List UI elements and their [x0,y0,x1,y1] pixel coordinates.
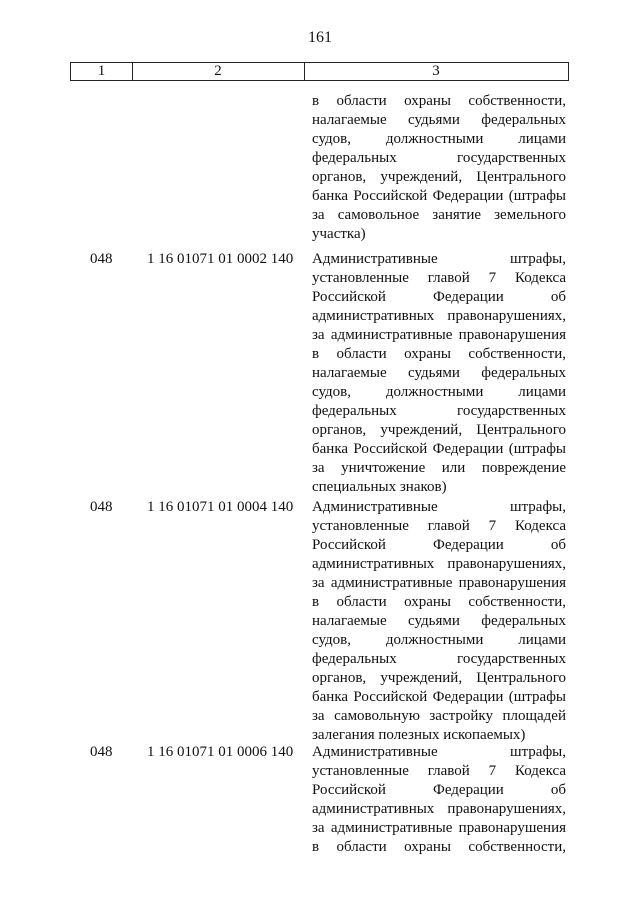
page-number: 161 [308,29,332,46]
description-line: за самовольное занятие земельного [312,207,566,223]
description-line: в области охраны собственности, [312,93,566,109]
description-line: за самовольную застройку площадей [312,708,566,724]
admin-code: 048 [90,251,113,267]
description-line: в области охраны собственности, [312,594,566,610]
description-line: залегания полезных ископаемых) [312,727,526,743]
description-line: федеральных государственных [312,150,566,166]
description-line: федеральных государственных [312,651,566,667]
kbk-code: 1 16 01071 01 0006 140 [147,744,294,760]
entry-description [312,92,566,244]
description-line: банка Российской Федерации (штрафы [312,188,566,204]
description-line: за административные правонарушения [312,327,566,343]
description-line: административных правонарушениях, [312,556,566,572]
description-line: судов, должностными лицами [312,131,566,147]
table-header [70,62,569,81]
description-line: в области охраны собственности, [312,346,566,362]
header-column-1: 1 [71,63,133,80]
entry-description [312,498,566,745]
entry-description [312,743,566,857]
description-line: административных правонарушениях, [312,308,566,324]
admin-code: 048 [90,744,113,760]
kbk-code: 1 16 01071 01 0004 140 [147,499,294,515]
description-line: установленные главой 7 Кодекса [312,270,566,286]
description-line: за уничтожение или повреждение [312,460,566,476]
description-line: административных правонарушениях, [312,801,566,817]
admin-code: 048 [90,499,113,515]
description-line: органов, учреждений, Центрального [312,422,566,438]
description-line: за административные правонарушения [312,575,566,591]
description-line: налагаемые судьями федеральных [312,613,566,629]
description-line: участка) [312,226,366,242]
description-line: в области охраны собственности, [312,839,566,855]
description-line: установленные главой 7 Кодекса [312,763,566,779]
description-line: судов, должностными лицами [312,384,566,400]
description-line: судов, должностными лицами [312,632,566,648]
description-line: установленные главой 7 Кодекса [312,518,566,534]
description-line: Административные штрафы, [312,251,566,267]
description-line: Российской Федерации об [312,289,566,305]
description-line: Российской Федерации об [312,537,566,553]
description-line: федеральных государственных [312,403,566,419]
description-line: Административные штрафы, [312,744,566,760]
description-line: Административные штрафы, [312,499,566,515]
description-line: налагаемые судьями федеральных [312,365,566,381]
description-line: налагаемые судьями федеральных [312,112,566,128]
header-column-3: 3 [432,63,440,79]
description-line: Российской Федерации об [312,782,566,798]
header-column-2: 2 [132,63,305,80]
description-line: за административные правонарушения [312,820,566,836]
entry-description [312,250,566,497]
description-line: органов, учреждений, Центрального [312,169,566,185]
description-line: банка Российской Федерации (штрафы [312,441,566,457]
description-line: специальных знаков) [312,479,447,495]
description-line: банка Российской Федерации (штрафы [312,689,566,705]
kbk-code: 1 16 01071 01 0002 140 [147,251,294,267]
description-line: органов, учреждений, Центрального [312,670,566,686]
